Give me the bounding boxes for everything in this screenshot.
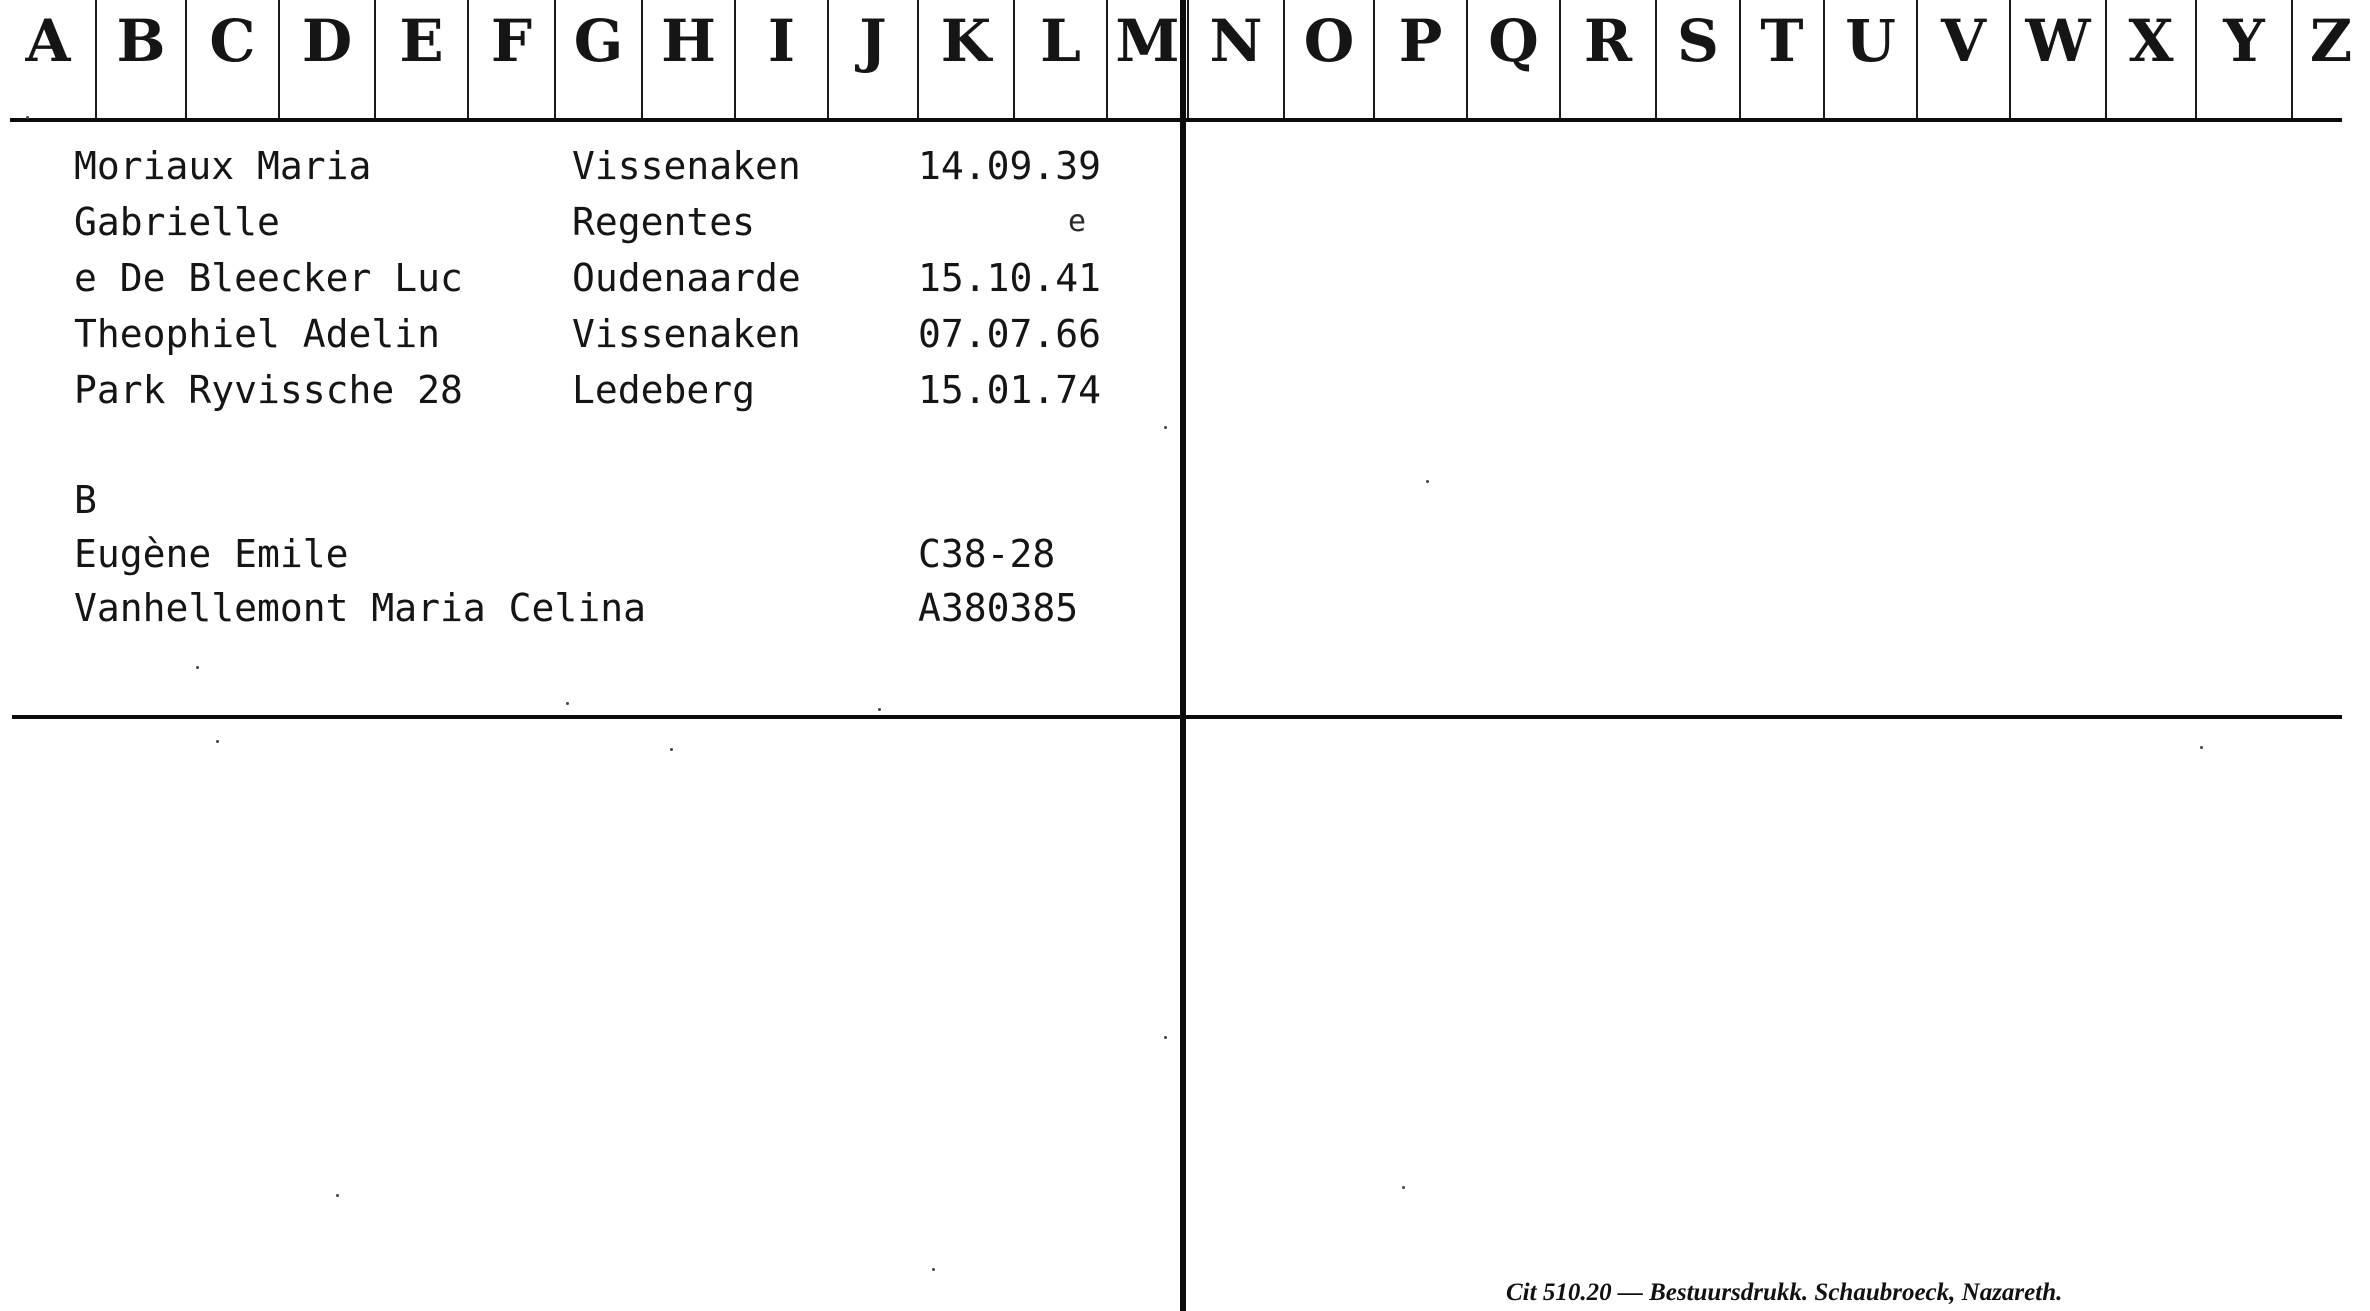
speck <box>932 1268 935 1271</box>
index-separator <box>1283 0 1285 118</box>
entry-name: Theophiel Adelin <box>74 312 441 356</box>
speck <box>26 116 29 119</box>
index-separator <box>1013 0 1015 118</box>
parent-row <box>0 526 1180 582</box>
index-letter-g: G <box>573 7 624 75</box>
index-separator <box>1916 0 1918 118</box>
index-letter-d: D <box>301 7 353 75</box>
index-letter-s: S <box>1677 7 1719 75</box>
entry-name: e De Bleecker Luc <box>74 256 463 300</box>
index-separator <box>1823 0 1825 118</box>
index-letter-b: B <box>116 7 166 75</box>
entry-row <box>0 250 1180 306</box>
index-letter-k: K <box>940 7 992 75</box>
index-separator <box>185 0 187 118</box>
index-letter-o: O <box>1303 7 1355 75</box>
middle-divider-line <box>12 715 2342 719</box>
index-letter-h: H <box>661 7 716 75</box>
speck <box>1164 426 1167 429</box>
header-divider-line <box>10 118 2342 122</box>
speck <box>196 666 199 669</box>
speck <box>878 708 881 711</box>
parent-name: Eugène Emile <box>74 532 349 576</box>
index-separator <box>1373 0 1375 118</box>
index-letter-r: R <box>1583 7 1633 75</box>
index-letter-n: N <box>1209 7 1263 75</box>
index-letter-y: Y <box>2223 7 2265 75</box>
index-letter-j: J <box>859 7 887 75</box>
entry-row <box>0 194 1180 250</box>
index-separator <box>2105 0 2107 118</box>
section-letter: B <box>74 478 97 522</box>
index-letter-a: A <box>25 7 71 75</box>
index-separator <box>1559 0 1561 118</box>
speck <box>566 702 569 705</box>
index-separator <box>554 0 556 118</box>
entry-row <box>0 138 1180 194</box>
speck <box>670 748 673 751</box>
speck <box>336 1194 339 1197</box>
index-separator <box>2291 0 2293 118</box>
index-letter-c: C <box>209 7 256 75</box>
index-separator <box>1187 0 1189 118</box>
index-letter-l: L <box>1040 7 1081 75</box>
parent-name: Vanhellemont Maria Celina <box>74 586 646 630</box>
entry-place: Regentes <box>572 200 756 244</box>
index-letter-e: E <box>399 7 444 75</box>
index-letter-i: I <box>767 7 796 75</box>
vertical-divider-line <box>1180 0 1186 1311</box>
index-separator <box>278 0 280 118</box>
speck <box>1402 1186 1405 1189</box>
entry-name: Gabrielle <box>74 200 280 244</box>
entry-name: Park Ryvissche 28 <box>74 368 463 412</box>
printer-footer: Cit 510.20 — Bestuursdrukk. Schaubroeck, Nazareth. <box>1506 1279 2063 1306</box>
index-letter-x: X <box>2128 7 2174 75</box>
parent-row <box>0 580 1180 636</box>
parent-code: A380385 <box>918 586 1079 630</box>
entry-date: 07.07.66 <box>918 312 1102 356</box>
entry-row <box>0 362 1180 418</box>
speck <box>2200 746 2203 749</box>
index-letter-v: V <box>1940 7 1986 75</box>
index-separator <box>467 0 469 118</box>
index-letter-p: P <box>1398 7 1443 75</box>
index-separator <box>1106 0 1108 118</box>
index-separator <box>1655 0 1657 118</box>
index-letter-z: Z <box>2309 7 2353 75</box>
index-letter-w: W <box>2025 7 2091 75</box>
speck <box>1426 480 1429 483</box>
index-letter-q: Q <box>1488 7 1539 75</box>
index-letter-t: T <box>1760 7 1804 75</box>
entry-name: Moriaux Maria <box>74 144 372 188</box>
entry-date: 15.01.74 <box>918 368 1102 412</box>
section-row <box>0 472 1180 528</box>
speck <box>1164 1036 1167 1039</box>
index-letter-u: U <box>1845 7 1896 75</box>
index-separator <box>1739 0 1741 118</box>
entry-date: 15.10.41 <box>918 256 1102 300</box>
alphabet-index-strip <box>0 0 2353 118</box>
index-separator <box>2009 0 2011 118</box>
index-separator <box>641 0 643 118</box>
entry-row <box>0 306 1180 362</box>
entry-place: Vissenaken <box>572 312 801 356</box>
index-separator <box>1466 0 1468 118</box>
index-separator <box>374 0 376 118</box>
index-separator <box>734 0 736 118</box>
entry-place: Vissenaken <box>572 144 801 188</box>
index-separator <box>2195 0 2197 118</box>
index-separator <box>827 0 829 118</box>
index-letter-f: F <box>490 7 533 75</box>
index-separator <box>917 0 919 118</box>
parent-code: C38-28 <box>918 532 1056 576</box>
entry-place: Oudenaarde <box>572 256 801 300</box>
entry-date: e <box>1068 204 1087 239</box>
speck <box>216 740 219 743</box>
entry-place: Ledeberg <box>572 368 756 412</box>
index-separator <box>95 0 97 118</box>
index-letter-m: M <box>1115 7 1180 75</box>
entry-date: 14.09.39 <box>918 144 1102 188</box>
